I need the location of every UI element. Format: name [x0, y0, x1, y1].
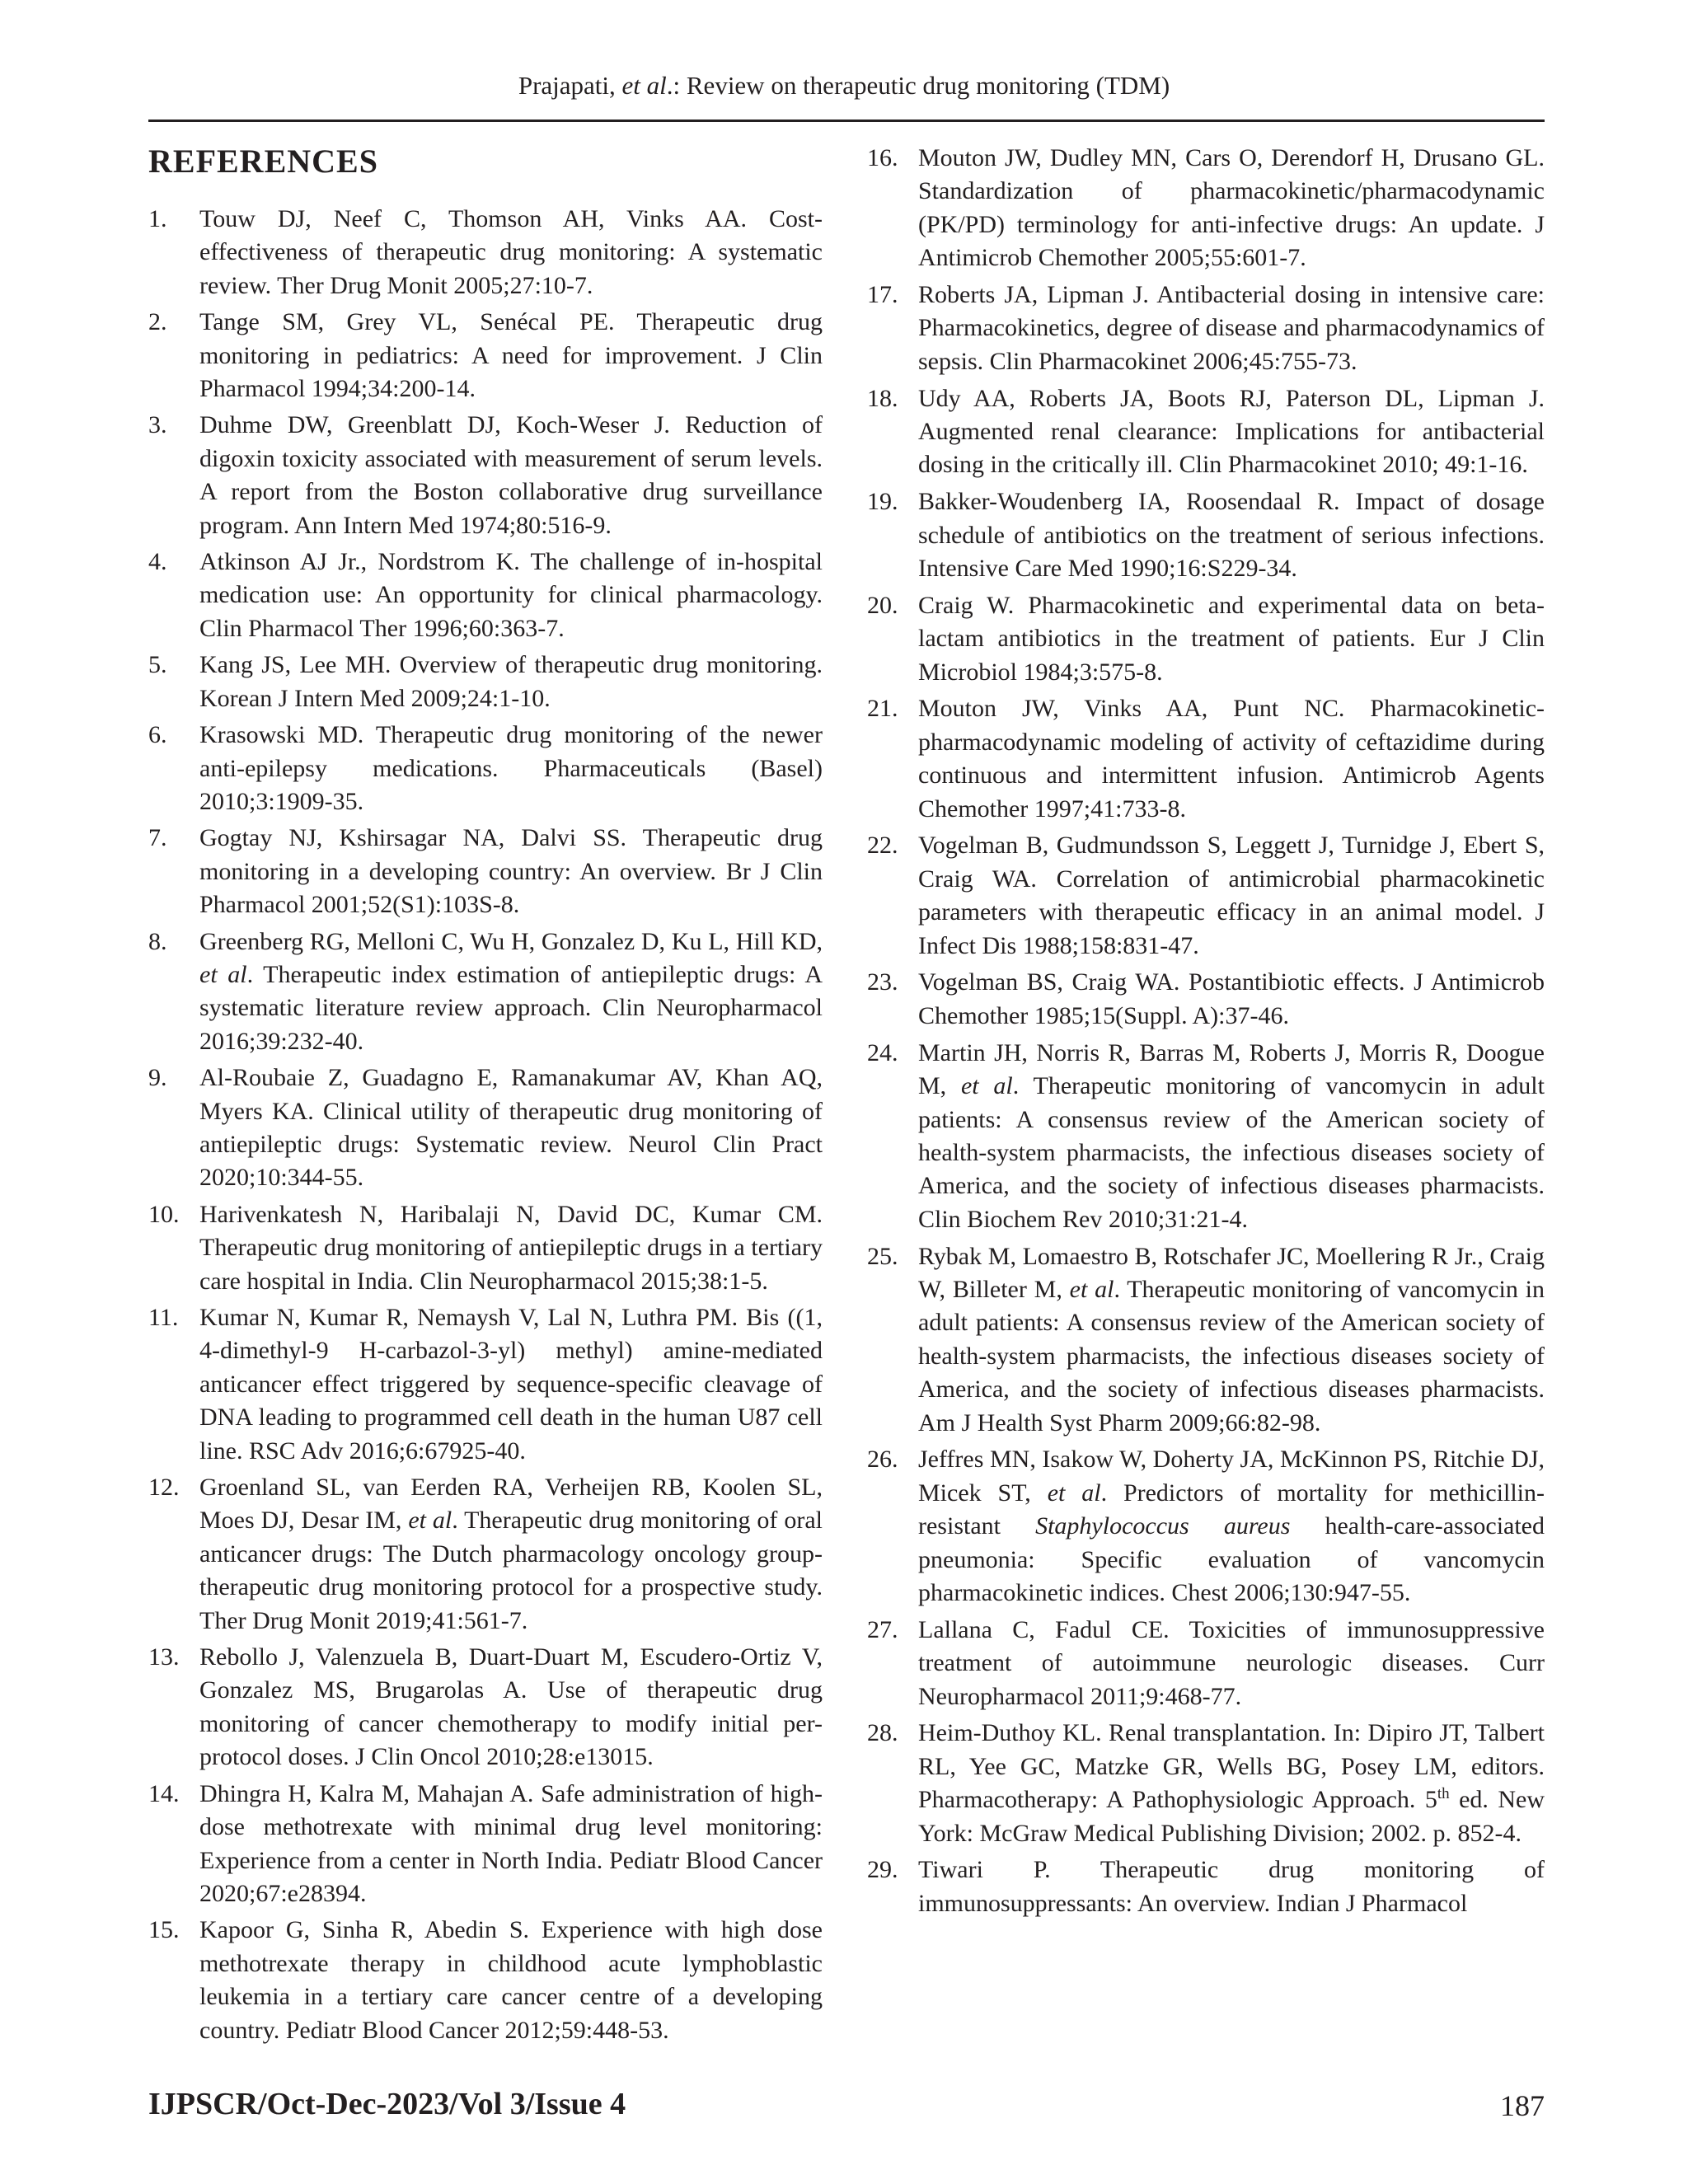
running-header — [0, 69, 1688, 102]
reference-italic-text: et al — [960, 1072, 1013, 1100]
reference-text-segment: Kumar N, Kumar R, Nemaysh V, Lal N, Luthra PM. Bis ((1, 4-dimethyl-9 H-carbazol-3-yl) methyl) amine-mediated anticancer effect triggered by sequence-specific cleavage of DNA leading to programmed cell death in the human U87 cell line. RSC Adv 2016;6:67925-40. — [199, 1304, 823, 1465]
reference-number: 11. — [148, 1304, 179, 1331]
reference-item — [867, 279, 1545, 378]
reference-italic-text: Staphylococcus aureus — [1035, 1512, 1291, 1540]
reference-text — [918, 281, 1545, 375]
left-column — [148, 142, 823, 2050]
reference-italic-text: et al — [199, 960, 247, 988]
reference-text — [199, 721, 823, 815]
reference-item — [148, 409, 823, 542]
reference-text-segment: Al-Roubaie Z, Guadagno E, Ramanakumar AV, Khan AQ, Myers KA. Clinical utility of therapeutic drug monitoring of antiepileptic drugs: Systematic review. Neurol Clin Pract 2020;10:344-55. — [199, 1064, 823, 1192]
reference-item — [148, 1062, 823, 1195]
reference-text-segment: Touw DJ, Neef C, Thomson AH, Vinks AA. Cost-effectiveness of therapeutic drug monitoring: A systematic review. Ther Drug Monit 2005;27:10-7. — [199, 205, 823, 299]
reference-text-segment: . Therapeutic monitoring of vancomycin in adult patients: A consensus review of the American society of health-system pharmacists, the infectious diseases society of America, and the society of infectious diseases pharmacists. Clin Biochem Rev 2010;31:21-4. — [918, 1072, 1545, 1233]
reference-number: 1. — [148, 205, 167, 232]
reference-text-segment: Gogtay NJ, Kshirsagar NA, Dalvi SS. Therapeutic drug monitoring in a developing country: An overview. Br J Clin Pharmacol 2001;52(S1):103S-8. — [199, 824, 823, 919]
reference-number: 7. — [148, 824, 167, 852]
reference-text-segment: Vogelman BS, Craig WA. Postantibiotic effects. J Antimicrob Chemother 1985;15(Suppl. A):37-46. — [918, 968, 1545, 1029]
reference-text-segment: Tiwari P. Therapeutic drug monitoring of immunosuppressants: An overview. Indian J Pharmacol — [918, 1856, 1545, 1917]
reference-item — [148, 1198, 823, 1298]
reference-item — [148, 306, 823, 405]
reference-item — [148, 719, 823, 818]
reference-text — [199, 928, 823, 1055]
reference-text-segment: Kang JS, Lee MH. Overview of therapeutic drug monitoring. Korean J Intern Med 2009;24:1-10. — [199, 651, 823, 712]
reference-text-segment: Rebollo J, Valenzuela B, Duart-Duart M, Escudero-Ortiz V, Gonzalez MS, Brugarolas A. Use of therapeutic drug monitoring of cancer chemotherapy to modify initial per-protocol doses. J Clin Oncol 2010;28:e13015. — [199, 1643, 823, 1771]
reference-text-segment: . Therapeutic monitoring of vancomycin in adult patients: A consensus review of the American society of health-system pharmacists, the infectious diseases society of America, and the society of infectious diseases pharmacists. Am J Health Syst Pharm 2009;66:82-98. — [918, 1275, 1545, 1436]
reference-number: 2. — [148, 308, 167, 336]
reference-number: 4. — [148, 548, 167, 576]
reference-text-segment: Heim-Duthoy KL. Renal transplantation. In: Dipiro JT, Talbert RL, Yee GC, Matzke GR, Wells BG, Posey LM, editors. Pharmacotherapy: A Pathophysiologic Approach. 5 — [918, 1719, 1545, 1814]
reference-item — [148, 822, 823, 921]
reference-item — [867, 589, 1545, 689]
reference-text — [918, 144, 1545, 271]
reference-text — [918, 832, 1545, 958]
reference-text — [918, 1039, 1545, 1233]
reference-number: 20. — [867, 591, 898, 619]
reference-text-segment: Greenberg RG, Melloni C, Wu H, Gonzalez D, Ku L, Hill KD, — [199, 927, 823, 955]
reference-text — [199, 1916, 823, 2043]
reference-item — [867, 1854, 1545, 1920]
reference-text-segment: Martin JH, Norris R, Barras M, Roberts J, Morris R, Doogue M, — [918, 1038, 1545, 1100]
reference-text-segment: Vogelman B, Gudmundsson S, Leggett J, Turnidge J, Ebert S, Craig WA. Correlation of antimicrobial pharmacokinetic parameters with therapeutic efficacy in an animal model. J Infect Dis 1988;158:831-47. — [918, 832, 1545, 959]
reference-text-segment: Craig W. Pharmacokinetic and experimental data on beta-lactam antibiotics in the treatment of patients. Eur J Clin Microbiol 1984;3:575-8. — [918, 591, 1545, 686]
reference-text-segment: Krasowski MD. Therapeutic drug monitoring of the newer anti-epilepsy medications. Pharmaceuticals (Basel) 2010;3:1909-35. — [199, 721, 823, 815]
reference-text — [918, 695, 1545, 822]
footer-page-number: 187 — [1500, 2089, 1545, 2122]
reference-text-segment: Dhingra H, Kalra M, Mahajan A. Safe administration of high-dose methotrexate with minimal drug level monitoring: Experience from a center in North India. Pediatr Blood Cancer 2020;67:e28394. — [199, 1779, 823, 1907]
reference-number: 8. — [148, 927, 167, 955]
reference-text — [199, 651, 823, 711]
reference-text-segment: Mouton JW, Vinks AA, Punt NC. Pharmacokinetic-pharmacodynamic modeling of activity of ceftazidime during continuous and intermittent infusion. Antimicrob Agents Chemother 1997;41:733-8. — [918, 695, 1545, 823]
reference-text — [918, 592, 1545, 686]
reference-item — [867, 1443, 1545, 1610]
reference-italic-text: et al — [408, 1507, 452, 1535]
reference-text — [199, 1643, 823, 1770]
reference-text — [918, 968, 1545, 1029]
reference-superscript: th — [1437, 1785, 1450, 1803]
reference-item — [867, 382, 1545, 482]
reference-number: 27. — [867, 1615, 898, 1643]
reference-number: 12. — [148, 1474, 180, 1502]
reference-number: 6. — [148, 721, 167, 749]
reference-item — [148, 926, 823, 1059]
reference-number: 13. — [148, 1643, 180, 1671]
reference-number: 28. — [867, 1719, 898, 1747]
reference-text — [199, 1780, 823, 1907]
reference-number: 24. — [867, 1038, 898, 1066]
reference-text — [918, 488, 1545, 582]
reference-number: 29. — [867, 1856, 898, 1884]
header-title: .: Review on therapeutic drug monitoring (TDM) — [666, 71, 1170, 100]
reference-number: 23. — [867, 968, 898, 996]
reference-number: 16. — [867, 144, 898, 171]
reference-text-segment: Jeffres MN, Isakow W, Doherty JA, McKinnon PS, Ritchie DJ, Micek ST, — [918, 1446, 1545, 1507]
reference-italic-text: et al — [1069, 1275, 1114, 1303]
reference-number: 26. — [867, 1446, 898, 1474]
reference-text — [199, 548, 823, 642]
reference-item — [867, 1717, 1545, 1850]
reference-number: 14. — [148, 1779, 180, 1807]
reference-number: 10. — [148, 1200, 180, 1228]
reference-number: 22. — [867, 832, 898, 860]
reference-list-right — [867, 142, 1545, 1920]
header-authors: Prajapati, — [518, 71, 622, 100]
reference-text — [918, 1243, 1545, 1436]
reference-text — [199, 308, 823, 402]
reference-text-segment: health-care-associated pneumonia: Specific evaluation of vancomycin pharmacokinetic indices. Chest 2006;130:947-55. — [918, 1512, 1545, 1606]
reference-text-segment: Duhme DW, Greenblatt DJ, Koch-Weser J. Reduction of digoxin toxicity associated with measurement of serum levels. A report from the Boston collaborative drug surveillance program. Ann Intern Med 1974;80:516-9. — [199, 411, 823, 539]
reference-text-segment: Harivenkatesh N, Haribalaji N, David DC, Kumar CM. Therapeutic drug monitoring of antiepileptic drugs in a tertiary care hospital in India. Clin Neuropharmacol 2015;38:1-5. — [199, 1200, 823, 1295]
reference-text — [199, 1304, 823, 1465]
reference-item — [148, 649, 823, 715]
reference-number: 9. — [148, 1064, 167, 1092]
reference-text-segment: Bakker-Woudenberg IA, Roosendaal R. Impact of dosage schedule of antibiotics on the treatment of serious infections. Intensive Care Med 1990;16:S229-34. — [918, 488, 1545, 583]
right-column — [867, 142, 1545, 1924]
reference-item — [867, 142, 1545, 275]
reference-text — [199, 411, 823, 538]
reference-text — [199, 1064, 823, 1191]
reference-item — [148, 1778, 823, 1911]
reference-text — [199, 824, 823, 918]
reference-item — [148, 1301, 823, 1468]
reference-text-segment: . Therapeutic index estimation of antiepileptic drugs: A systematic literature review approach. Clin Neuropharmacol 2016;39:232-40. — [199, 960, 823, 1055]
reference-text — [199, 1201, 823, 1295]
reference-item — [867, 829, 1545, 963]
reference-list-left — [148, 203, 823, 2047]
reference-text — [918, 1446, 1545, 1606]
header-rule — [148, 120, 1545, 122]
reference-text — [918, 1719, 1545, 1846]
reference-number: 5. — [148, 651, 167, 679]
header-etal: et al — [621, 71, 667, 100]
reference-number: 21. — [867, 695, 898, 723]
reference-text-segment: Tange SM, Grey VL, Senécal PE. Therapeutic drug monitoring in pediatrics: A need for improvement. J Clin Pharmacol 1994;34:200-14. — [199, 308, 823, 403]
reference-text — [199, 205, 823, 299]
reference-item — [148, 203, 823, 302]
reference-text-segment: . Predictors of mortality for methicillin-resistant — [918, 1479, 1545, 1540]
reference-text-segment: Groenland SL, van Eerden RA, Verheijen RB, Koolen SL, Moes DJ, Desar IM, — [199, 1474, 823, 1535]
reference-number: 25. — [867, 1242, 898, 1270]
reference-text — [918, 1856, 1545, 1916]
reference-italic-text: et al — [1047, 1479, 1101, 1507]
reference-text-segment: Lallana C, Fadul CE. Toxicities of immunosuppressive treatment of autoimmune neurologic diseases. Curr Neuropharmacol 2011;9:468-77. — [918, 1615, 1545, 1710]
reference-number: 15. — [148, 1916, 180, 1944]
reference-number: 17. — [867, 281, 898, 309]
reference-item — [867, 1037, 1545, 1236]
reference-text-segment: Roberts JA, Lipman J. Antibacterial dosing in intensive care: Pharmacokinetics, degree of disease and pharmacodynamics of sepsis. Clin Pharmacokinet 2006;45:755-73. — [918, 281, 1545, 375]
reference-item — [867, 1240, 1545, 1440]
reference-number: 18. — [867, 384, 898, 412]
reference-text-segment: Mouton JW, Dudley MN, Cars O, Derendorf H, Drusano GL. Standardization of pharmacokinetic/pharmacodynamic (PK/PD) terminology for anti-infective drugs: An update. J Antimicrob Chemother 2005;55:601-7. — [918, 144, 1545, 272]
reference-text-segment: ed. New York: McGraw Medical Publishing Division; 2002. p. 852-4. — [918, 1786, 1545, 1847]
footer-journal: IJPSCR/Oct-Dec-2023/Vol 3/Issue 4 — [148, 2087, 626, 2121]
reference-item — [867, 692, 1545, 826]
reference-text-segment: Udy AA, Roberts JA, Boots RJ, Paterson DL, Lipman J. Augmented renal clearance: Implications for antibacterial dosing in the critically ill. Clin Pharmacokinet 2010; 49:1-16. — [918, 384, 1545, 479]
reference-item — [148, 1914, 823, 2047]
reference-item — [148, 546, 823, 645]
reference-text-segment: . Therapeutic drug monitoring of oral anticancer drugs: The Dutch pharmacology oncology group-therapeutic drug monitoring protocol for a prospective study. Ther Drug Monit 2019;41:561-7. — [199, 1507, 823, 1634]
reference-number: 3. — [148, 411, 167, 439]
reference-item — [148, 1471, 823, 1638]
reference-text — [918, 385, 1545, 479]
section-title: REFERENCES — [148, 143, 378, 180]
reference-number: 19. — [867, 488, 898, 516]
reference-item — [867, 485, 1545, 585]
reference-text — [199, 1474, 823, 1634]
reference-text-segment: Kapoor G, Sinha R, Abedin S. Experience with high dose methotrexate therapy in childhood acute lymphoblastic leukemia in a tertiary care cancer centre of a developing country. Pediatr Blood Cancer 2012;59:448-53. — [199, 1916, 823, 2044]
reference-item — [867, 966, 1545, 1033]
reference-item — [867, 1614, 1545, 1713]
reference-text-segment: Atkinson AJ Jr., Nordstrom K. The challenge of in-hospital medication use: An opportunity for clinical pharmacology. Clin Pharmacol Ther 1996;60:363-7. — [199, 548, 823, 642]
reference-text — [918, 1616, 1545, 1710]
reference-item — [148, 1641, 823, 1774]
reference-text-segment: Rybak M, Lomaestro B, Rotschafer JC, Moellering R Jr., Craig W, Billeter M, — [918, 1242, 1545, 1303]
